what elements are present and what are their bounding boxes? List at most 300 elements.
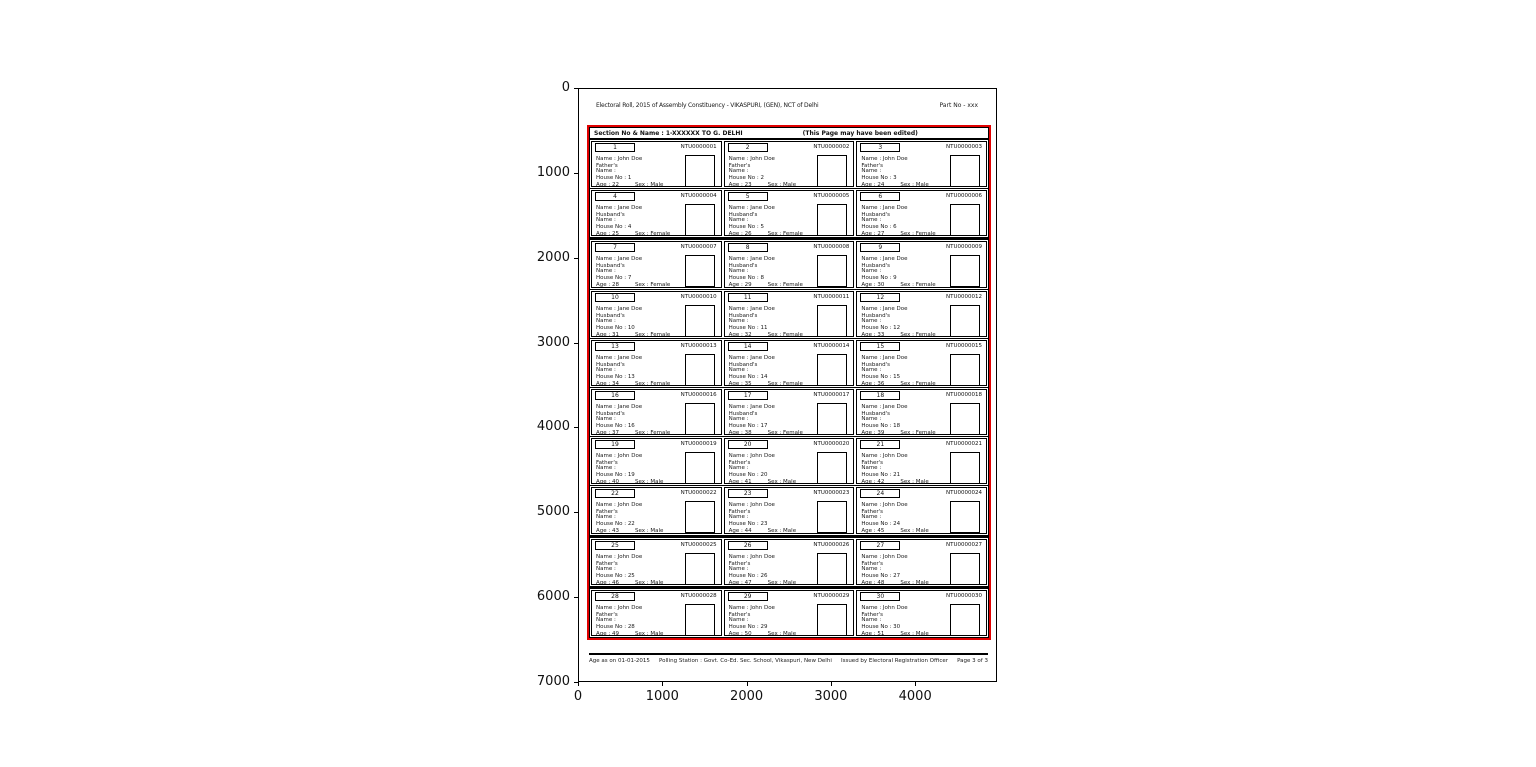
section-header-bar <box>590 128 988 140</box>
relation-line-2: Name : <box>728 616 749 623</box>
photo-placeholder <box>817 501 847 533</box>
age-sex-line <box>861 332 935 337</box>
serial-number-box: 5 <box>728 192 768 201</box>
section-box <box>589 127 989 638</box>
house-number-line: House No : 3 <box>861 175 897 181</box>
serial-number-box: 14 <box>728 342 768 351</box>
age-sex-line <box>596 282 670 287</box>
voter-entry-cell <box>724 487 855 533</box>
epic-number: NTU0000026 <box>813 541 850 548</box>
age-sex-line <box>861 528 928 533</box>
voter-name-line: Name : John Doe <box>596 553 643 560</box>
relation-line-2: Name : <box>596 268 616 275</box>
relation-line-1: Husband's <box>728 312 758 319</box>
voter-name-line: Name : John Doe <box>728 453 775 460</box>
y-tick-label: 0 <box>561 80 570 95</box>
sex-value: Sex : Male <box>767 528 797 534</box>
relation-line-1: Husband's <box>596 263 625 270</box>
sex-value: Sex : Female <box>900 430 936 436</box>
relation-line-1: Father's <box>728 460 751 467</box>
relation-line-1: Father's <box>861 163 884 169</box>
photo-placeholder <box>685 403 715 435</box>
voter-entry-cell <box>724 438 855 484</box>
voter-entry-cell <box>856 241 987 287</box>
x-tick-label: 2000 <box>730 689 764 704</box>
epic-number: NTU0000017 <box>813 392 850 399</box>
age-value: Age : 23 <box>728 182 752 188</box>
voter-entry-cell <box>724 389 855 435</box>
y-tick-label: 3000 <box>536 334 570 350</box>
age-sex-line <box>729 332 803 337</box>
sex-value: Sex : Male <box>635 630 664 637</box>
photo-placeholder <box>685 604 715 636</box>
epic-number: NTU0000028 <box>680 592 717 599</box>
house-number-line: House No : 2 <box>728 175 764 181</box>
y-tick-mark <box>574 258 578 259</box>
age-value: Age : 37 <box>596 430 619 436</box>
epic-number: NTU0000014 <box>813 342 850 349</box>
house-number-line: House No : 18 <box>861 423 901 430</box>
voter-entry-cell <box>724 241 855 287</box>
age-sex-line <box>596 381 670 386</box>
relation-line-2: Name : <box>728 366 749 373</box>
relation-line-2: Name : <box>596 616 616 623</box>
serial-number-box: 23 <box>728 489 768 498</box>
voter-name-line: Name : Jane Doe <box>728 205 775 212</box>
epic-number: NTU0000006 <box>946 193 983 200</box>
house-number-line: House No : 30 <box>861 623 901 630</box>
relation-line-1: Husband's <box>596 312 625 319</box>
photo-placeholder <box>950 553 980 585</box>
age-value: Age : 30 <box>861 282 885 288</box>
serial-number-box: 1 <box>595 143 635 152</box>
serial-number-box: 20 <box>728 440 768 449</box>
relation-line-1: Father's <box>861 460 884 467</box>
voter-name-line: Name : Jane Doe <box>861 404 908 411</box>
house-number-line: House No : 8 <box>728 275 764 282</box>
house-number-line: House No : 15 <box>861 373 901 380</box>
relation-line-2: Name : <box>861 317 882 324</box>
photo-placeholder <box>817 403 847 435</box>
relation-line-1: Husband's <box>728 411 758 418</box>
voter-name-line: Name : John Doe <box>861 453 908 460</box>
house-number-line: House No : 12 <box>861 324 901 331</box>
voter-entry-cell <box>591 190 722 236</box>
footer-page-number: Page 3 of 3 <box>957 658 988 664</box>
photo-placeholder <box>950 452 980 484</box>
epic-number: NTU0000015 <box>946 342 983 349</box>
voter-grid-row <box>590 339 988 388</box>
relation-line-1: Father's <box>728 509 751 516</box>
section-note: (This Page may have been edited) <box>802 129 918 137</box>
relation-line-2: Name : <box>596 565 616 572</box>
sex-value: Sex : Female <box>635 331 671 337</box>
voter-entry-cell <box>856 487 987 533</box>
relation-line-1: Husband's <box>728 263 758 270</box>
photo-placeholder <box>950 305 980 337</box>
voter-name-line: Name : John Doe <box>861 553 908 560</box>
y-tick-mark <box>574 173 578 174</box>
voter-name-line: Name : John Doe <box>861 156 908 162</box>
serial-number-box: 27 <box>860 541 900 550</box>
epic-number: NTU0000024 <box>946 490 983 497</box>
voter-entry-cell <box>724 291 855 337</box>
voter-entry-cell <box>591 487 722 533</box>
relation-line-1: Husband's <box>596 361 625 368</box>
age-sex-line <box>861 182 928 187</box>
y-tick-mark <box>574 427 578 428</box>
age-sex-line <box>729 282 803 287</box>
y-tick-label: 5000 <box>536 504 570 520</box>
age-value: Age : 34 <box>596 380 619 387</box>
y-tick-mark <box>574 88 578 89</box>
relation-line-2: Name : <box>728 514 749 521</box>
relation-line-2: Name : <box>596 217 616 224</box>
age-sex-line <box>861 231 935 236</box>
y-tick-label: 6000 <box>536 589 570 605</box>
relation-line-2: Name : <box>596 168 616 174</box>
relation-line-1: Father's <box>728 163 751 169</box>
age-value: Age : 31 <box>596 331 619 337</box>
age-sex-line <box>861 381 935 386</box>
plot-axes <box>578 88 997 682</box>
age-sex-line <box>596 528 663 533</box>
house-number-line: House No : 28 <box>596 623 635 630</box>
y-tick-mark <box>574 512 578 513</box>
age-value: Age : 22 <box>596 182 619 188</box>
epic-number: NTU0000009 <box>946 244 983 251</box>
relation-line-2: Name : <box>728 317 749 324</box>
voter-entry-cell <box>591 340 722 386</box>
sex-value: Sex : Male <box>900 528 929 534</box>
relation-line-1: Husband's <box>861 361 891 368</box>
house-number-line: House No : 19 <box>596 472 635 479</box>
age-sex-line <box>861 430 935 435</box>
photo-placeholder <box>817 305 847 337</box>
voter-entry-cell <box>856 539 987 585</box>
voter-name-line: Name : John Doe <box>861 604 908 611</box>
voter-name-line: Name : John Doe <box>596 604 643 611</box>
epic-number: NTU0000003 <box>946 144 983 150</box>
house-number-line: House No : 10 <box>596 324 635 331</box>
age-sex-line <box>861 479 928 484</box>
age-sex-line <box>729 631 796 636</box>
x-tick-mark <box>915 682 916 686</box>
age-value: Age : 50 <box>728 630 752 637</box>
serial-number-box: 30 <box>860 592 900 601</box>
age-sex-line <box>861 631 928 636</box>
section-name-label: Section No & Name : 1-XXXXXX TO G. DELHI <box>594 129 743 137</box>
age-value: Age : 43 <box>596 528 619 534</box>
house-number-line: House No : 16 <box>596 423 635 430</box>
serial-number-box: 9 <box>860 243 900 252</box>
voter-name-line: Name : John Doe <box>596 453 643 460</box>
age-value: Age : 46 <box>596 579 619 585</box>
voter-entry-cell <box>591 141 722 187</box>
voter-name-line: Name : John Doe <box>728 502 775 509</box>
epic-number: NTU0000013 <box>680 342 717 349</box>
house-number-line: House No : 29 <box>728 623 768 630</box>
epic-number: NTU0000016 <box>680 392 717 399</box>
sex-value: Sex : Female <box>767 282 803 288</box>
y-tick-label: 7000 <box>536 674 570 689</box>
epic-number: NTU0000020 <box>813 441 850 448</box>
voter-entry-cell <box>724 141 855 187</box>
y-tick-mark <box>574 343 578 344</box>
voter-entry-cell <box>724 539 855 585</box>
footer-age-note: Age as on 01-01-2015 <box>589 658 650 664</box>
serial-number-box: 15 <box>860 342 900 351</box>
photo-placeholder <box>817 354 847 386</box>
age-value: Age : 28 <box>596 282 619 288</box>
doc-footer <box>589 658 988 664</box>
relation-line-2: Name : <box>728 168 749 174</box>
relation-line-2: Name : <box>861 366 882 373</box>
epic-number: NTU0000021 <box>946 441 983 448</box>
voter-grid-row <box>590 538 988 589</box>
relation-line-1: Father's <box>596 611 618 618</box>
age-value: Age : 42 <box>861 479 885 485</box>
voter-name-line: Name : Jane Doe <box>596 305 643 312</box>
age-sex-line <box>861 282 935 287</box>
part-number: Part No - xxx <box>939 102 978 109</box>
serial-number-box: 7 <box>595 243 635 252</box>
x-tick-mark <box>662 682 663 686</box>
photo-placeholder <box>685 354 715 386</box>
relation-line-2: Name : <box>728 268 749 275</box>
voter-entry-cell <box>591 389 722 435</box>
relation-line-2: Name : <box>728 217 749 224</box>
age-sex-line <box>596 332 670 337</box>
relation-line-2: Name : <box>728 465 749 472</box>
house-number-line: House No : 5 <box>728 224 764 231</box>
epic-number: NTU0000030 <box>946 592 983 599</box>
voter-name-line: Name : Jane Doe <box>861 256 908 263</box>
relation-line-2: Name : <box>596 514 616 521</box>
house-number-line: House No : 27 <box>861 572 901 579</box>
house-number-line: House No : 4 <box>596 224 632 231</box>
voter-entry-cell <box>724 590 855 636</box>
voter-name-line: Name : John Doe <box>728 553 775 560</box>
epic-number: NTU0000012 <box>946 293 983 300</box>
voter-name-line: Name : Jane Doe <box>861 305 908 312</box>
relation-line-2: Name : <box>596 465 616 472</box>
age-sex-line <box>861 580 928 585</box>
epic-number: NTU0000025 <box>680 541 717 548</box>
sex-value: Sex : Female <box>635 282 671 288</box>
voter-name-line: Name : Jane Doe <box>861 354 908 361</box>
sex-value: Sex : Female <box>900 331 936 337</box>
epic-number: NTU0000005 <box>813 193 850 200</box>
x-tick-label: 4000 <box>898 689 932 704</box>
relation-line-1: Husband's <box>861 411 891 418</box>
serial-number-box: 11 <box>728 293 768 302</box>
relation-line-2: Name : <box>861 268 882 275</box>
y-tick-label: 2000 <box>536 249 570 265</box>
epic-number: NTU0000008 <box>813 244 850 251</box>
house-number-line: House No : 6 <box>861 224 897 231</box>
photo-placeholder <box>817 604 847 636</box>
sex-value: Sex : Female <box>900 231 936 237</box>
relation-line-1: Father's <box>596 560 618 567</box>
voter-entry-cell <box>591 438 722 484</box>
serial-number-box: 12 <box>860 293 900 302</box>
house-number-line: House No : 1 <box>596 175 632 181</box>
voter-name-line: Name : John Doe <box>596 502 643 509</box>
house-number-line: House No : 14 <box>728 373 768 380</box>
age-sex-line <box>729 528 796 533</box>
photo-placeholder <box>950 354 980 386</box>
footer-polling-station: Polling Station : Govt. Co-Ed. Sec. School, Vikaspuri, New Delhi <box>659 658 832 664</box>
voter-entry-cell <box>856 291 987 337</box>
voter-entry-cell <box>591 590 722 636</box>
sex-value: Sex : Female <box>767 331 803 337</box>
house-number-line: House No : 24 <box>861 521 901 528</box>
age-value: Age : 36 <box>861 380 885 387</box>
photo-placeholder <box>685 553 715 585</box>
sex-value: Sex : Female <box>767 430 803 436</box>
photo-placeholder <box>817 155 847 187</box>
epic-number: NTU0000002 <box>813 144 850 150</box>
age-value: Age : 40 <box>596 479 619 485</box>
photo-placeholder <box>685 501 715 533</box>
relation-line-2: Name : <box>861 616 882 623</box>
serial-number-box: 13 <box>595 342 635 351</box>
photo-placeholder <box>817 255 847 287</box>
voter-entry-cell <box>724 190 855 236</box>
age-value: Age : 33 <box>861 331 885 337</box>
sex-value: Sex : Male <box>900 479 929 485</box>
sex-value: Sex : Female <box>635 380 671 387</box>
relation-line-1: Husband's <box>861 312 891 319</box>
sex-value: Sex : Male <box>635 479 664 485</box>
sex-value: Sex : Female <box>900 380 936 387</box>
age-value: Age : 51 <box>861 630 885 637</box>
house-number-line: House No : 9 <box>861 275 897 282</box>
sex-value: Sex : Male <box>635 182 664 188</box>
y-tick-label: 4000 <box>536 419 570 435</box>
age-value: Age : 35 <box>728 380 752 387</box>
relation-line-1: Husband's <box>596 411 625 418</box>
serial-number-box: 25 <box>595 541 635 550</box>
voter-entry-cell <box>856 190 987 236</box>
voter-name-line: Name : Jane Doe <box>728 354 775 361</box>
voter-name-line: Name : John Doe <box>596 156 643 162</box>
voter-grid-row <box>590 140 988 189</box>
sex-value: Sex : Male <box>900 630 929 637</box>
epic-number: NTU0000010 <box>680 293 717 300</box>
serial-number-box: 26 <box>728 541 768 550</box>
age-sex-line <box>729 231 803 236</box>
relation-line-1: Father's <box>861 611 884 618</box>
sex-value: Sex : Male <box>635 528 664 534</box>
x-tick-mark <box>831 682 832 686</box>
serial-number-box: 8 <box>728 243 768 252</box>
age-value: Age : 45 <box>861 528 885 534</box>
age-value: Age : 41 <box>728 479 752 485</box>
serial-number-box: 28 <box>595 592 635 601</box>
relation-line-2: Name : <box>596 416 616 423</box>
photo-placeholder <box>950 255 980 287</box>
epic-number: NTU0000018 <box>946 392 983 399</box>
age-sex-line <box>596 231 670 236</box>
relation-line-1: Father's <box>596 163 618 169</box>
voter-grid-row <box>590 437 988 486</box>
house-number-line: House No : 20 <box>728 472 768 479</box>
serial-number-box: 17 <box>728 391 768 400</box>
photo-placeholder <box>817 204 847 236</box>
age-value: Age : 25 <box>596 231 619 237</box>
serial-number-box: 29 <box>728 592 768 601</box>
voter-grid <box>590 140 988 637</box>
highlight-rect <box>587 125 991 640</box>
voter-grid-row <box>590 240 988 289</box>
house-number-line: House No : 21 <box>861 472 901 479</box>
relation-line-1: Husband's <box>861 212 891 219</box>
serial-number-box: 10 <box>595 293 635 302</box>
age-value: Age : 49 <box>596 630 619 637</box>
serial-number-box: 6 <box>860 192 900 201</box>
y-tick-mark <box>574 597 578 598</box>
sex-value: Sex : Female <box>767 380 803 387</box>
epic-number: NTU0000011 <box>813 293 850 300</box>
sex-value: Sex : Male <box>900 579 929 585</box>
photo-placeholder <box>950 501 980 533</box>
epic-number: NTU0000027 <box>946 541 983 548</box>
voter-name-line: Name : Jane Doe <box>596 404 643 411</box>
age-sex-line <box>729 580 796 585</box>
voter-name-line: Name : John Doe <box>728 604 775 611</box>
house-number-line: House No : 11 <box>728 324 768 331</box>
relation-line-1: Father's <box>728 611 751 618</box>
sex-value: Sex : Male <box>635 579 664 585</box>
age-value: Age : 48 <box>861 579 885 585</box>
age-sex-line <box>729 182 796 187</box>
relation-line-2: Name : <box>861 217 882 224</box>
age-sex-line <box>729 430 803 435</box>
footer-divider <box>589 653 988 655</box>
doc-title: Electoral Roll, 2015 of Assembly Constituency - VIKASPURI, (GEN), NCT of Delhi <box>596 102 819 109</box>
relation-line-2: Name : <box>861 565 882 572</box>
photo-placeholder <box>685 305 715 337</box>
voter-entry-cell <box>856 141 987 187</box>
sex-value: Sex : Male <box>767 630 797 637</box>
relation-line-2: Name : <box>861 465 882 472</box>
serial-number-box: 16 <box>595 391 635 400</box>
voter-entry-cell <box>856 389 987 435</box>
house-number-line: House No : 23 <box>728 521 768 528</box>
house-number-line: House No : 7 <box>596 275 632 282</box>
age-sex-line <box>729 381 803 386</box>
relation-line-2: Name : <box>596 366 616 373</box>
epic-number: NTU0000019 <box>680 441 717 448</box>
age-sex-line <box>729 479 796 484</box>
relation-line-1: Father's <box>728 560 751 567</box>
age-sex-line <box>596 580 663 585</box>
relation-line-2: Name : <box>861 168 882 174</box>
house-number-line: House No : 22 <box>596 521 635 528</box>
photo-placeholder <box>685 204 715 236</box>
voter-name-line: Name : Jane Doe <box>861 205 908 212</box>
epic-number: NTU0000001 <box>680 144 717 150</box>
relation-line-2: Name : <box>728 416 749 423</box>
photo-placeholder <box>685 452 715 484</box>
relation-line-1: Father's <box>596 509 618 516</box>
voter-entry-cell <box>724 340 855 386</box>
house-number-line: House No : 26 <box>728 572 768 579</box>
voter-name-line: Name : Jane Doe <box>596 256 643 263</box>
age-value: Age : 29 <box>728 282 752 288</box>
